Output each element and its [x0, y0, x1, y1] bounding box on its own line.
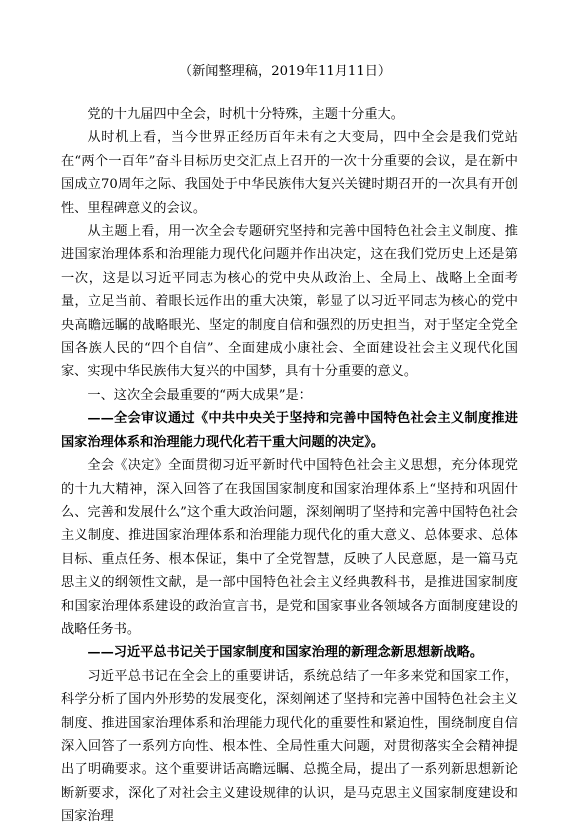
- paragraph: 从主题上看，用一次全会专题研究坚持和完善中国特色社会主义制度、推进国家治理体系和治理能力现代化问题并作出决定，这在我们党历史上还是第一次，这是以习近平同志为核心的党中央从政治上、全局上、战略上全面考量，立足当前、着眼长远作出的重大决策，彰显了以习近平同志为核心的党中央高瞻远瞩的战略眼光、坚定的制度自信和强烈的历史担当，对于坚定全党全国各族人民的“四个自信”、全面建成小康社会、全面建设社会主义现代化国家、实现中华民族伟大复兴的中国梦，具有十分重要的意义。: [61, 224, 518, 380]
- paragraph: 习近平总书记在全会上的重要讲话，系统总结了一年多来党和国家工作，科学分析了国内外形势的发展变化，深刻阐述了坚持和完善中国特色社会主义制度、推进国家治理体系和治理能力现代化的重要性和紧迫性，围绕制度自信深入回答了一系列方向性、根本性、全局性重大问题，对贯彻落实全会精神提出了明确要求。这个重要讲话高瞻远瞩、总揽全局，提出了一系列新思想新论断新要求，深化了对社会主义建设规律的认识，是马克思主义国家制度建设和国家治理: [61, 668, 518, 825]
- paragraph: 全会《决定》全面贯彻习近平新时代中国特色社会主义思想，充分体现党的十九大精神，深入回答了在我国国家制度和国家治理体系上“坚持和巩固什么、完善和发展什么”这个重大政治问题，深刻阐明了坚持和完善中国特色社会主义制度、推进国家治理体系和治理能力现代化的重大意义、总体要求、总体目标、重点任务、根本保证，集中了全党智慧，反映了人民意愿，是一篇马克思主义的纲领性文献，是一部中国特色社会主义经典教科书，是推进国家制度和国家治理体系建设的政治宣言书，是党和国家事业各领域各方面制度建设的战略任务书。: [61, 458, 518, 637]
- bold-paragraph: ——全会审议通过《中共中央关于坚持和完善中国特色社会主义制度推进国家治理体系和治理能力现代化若干重大问题的决定》。: [61, 411, 518, 450]
- bold-paragraph: ——习近平总书记关于国家制度和国家治理的新理念新思想新战略。: [87, 645, 484, 661]
- paragraph: 一、这次全会最重要的“两大成果”是：: [87, 387, 312, 403]
- document-header: （新闻整理稿，2019年11月11日）: [178, 64, 392, 79]
- document-body: [61, 103, 518, 829]
- paragraph: 党的十九届四中全会，时机十分特殊，主题十分重大。: [87, 107, 404, 122]
- paragraph: 从时机上看，当今世界正经历百年未有之大变局，四中全会是我们党站在“两个一百年”奋斗目标历史交汇点上召开的一次十分重要的会议，是在新中国成立70周年之际、我国处于中华民族伟大复兴关键时期召开的一次具有开创性、里程碑意义的会议。: [61, 130, 518, 216]
